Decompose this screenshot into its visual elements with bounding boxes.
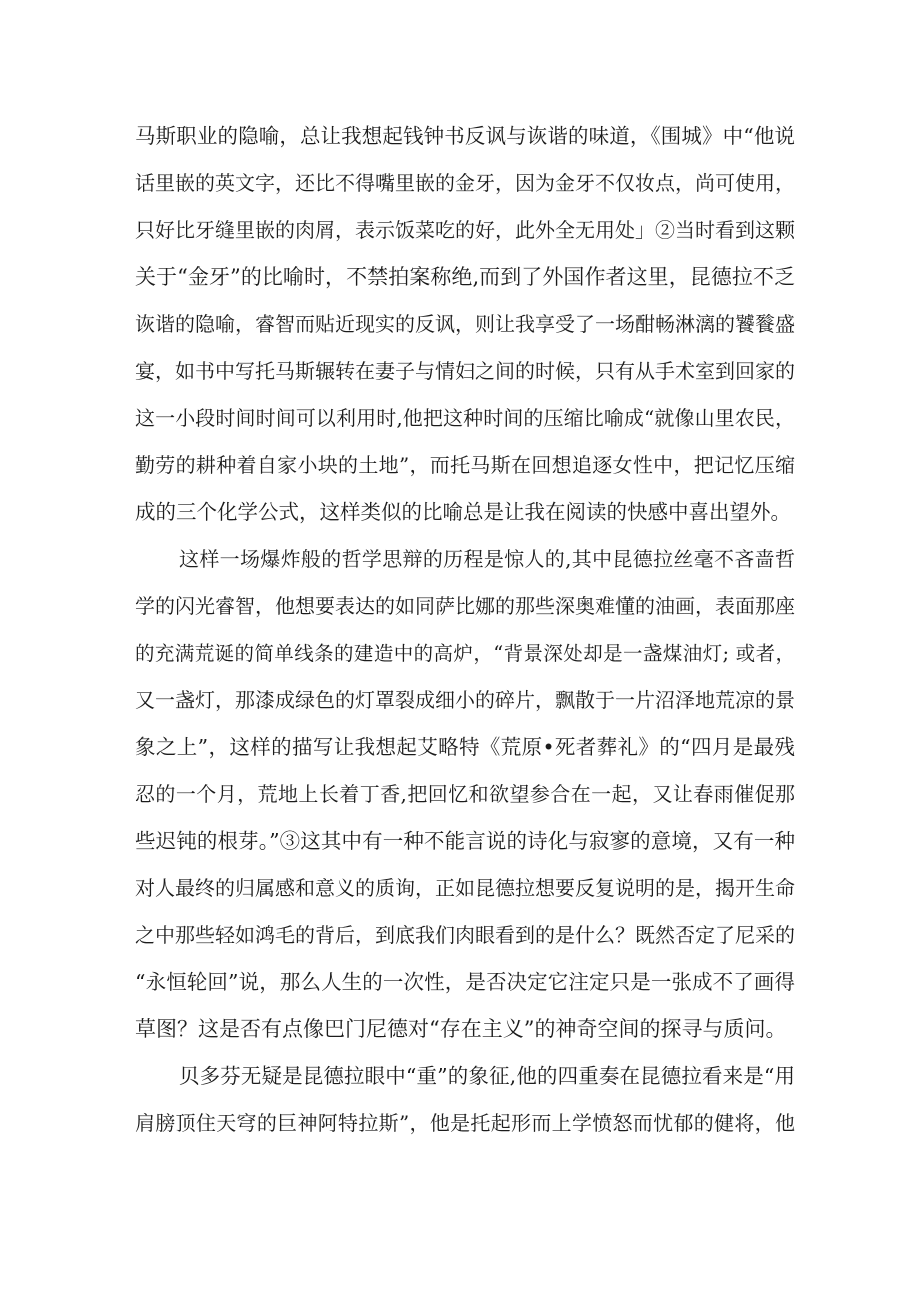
text-line: “永恒轮回”说，那么人生的一次性，是否决定它注定只是一张成不了画得	[135, 970, 795, 994]
text-line: 学的闪光睿智，他想要表达的如同萨比娜的那些深奥难懂的油画，表面那座	[135, 594, 795, 618]
text-line: 马斯职业的隐喻，总让我想起钱钟书反讽与诙谐的味道，《围城》中“他说	[135, 124, 795, 148]
text-line: 贝多芬无疑是昆德拉眼中“重”的象征,他的四重奏在昆德拉看来是“用	[179, 1064, 795, 1088]
text-line: 象之上”，这样的描写让我想起艾略特《荒原•死者葬礼》的“四月是最残	[135, 735, 795, 759]
text-line: 话里嵌的英文字，还比不得嘴里嵌的金牙，因为金牙不仅妆点，尚可使用，	[135, 171, 795, 195]
paragraph-1	[135, 113, 795, 536]
text-line: 又一盏灯，那漆成绿色的灯罩裂成细小的碎片，飘散于一片沼泽地荒凉的景	[135, 688, 795, 712]
text-line: 诙谐的隐喻，睿智而贴近现实的反讽，则让我享受了一场酣畅淋漓的饕餮盛	[135, 312, 795, 336]
text-line: 肩膀顶住天穹的巨神阿特拉斯”，他是托起形而上学愤怒而忧郁的健将，他	[135, 1111, 795, 1135]
text-line: 对人最终的归属感和意义的质询，正如昆德拉想要反复说明的是，揭开生命	[135, 876, 795, 900]
text-line: 只好比牙缝里嵌的肉屑，表示饭菜吃的好，此外全无用处」②当时看到这颗	[135, 218, 795, 242]
text-line: 这一小段时间时间可以利用时,他把这种时间的压缩比喻成“就像山里农民，	[135, 406, 795, 430]
text-line: 忍的一个月，荒地上长着丁香,把回忆和欲望参合在一起，又让春雨催促那	[135, 782, 795, 806]
paragraph-2	[135, 536, 795, 1053]
text-line: 这样一场爆炸般的哲学思辩的历程是惊人的,其中昆德拉丝毫不吝啬哲	[179, 547, 795, 571]
text-line: 草图？这是否有点像巴门尼德对“存在主义”的神奇空间的探寻与质问。	[135, 1017, 787, 1041]
text-line: 的充满荒诞的简单线条的建造中的高炉，“背景深处却是一盏煤油灯; 或者，	[135, 642, 795, 665]
text-line: 关于“金牙”的比喻时，不禁拍案称绝,而到了外国作者这里，昆德拉不乏	[135, 265, 795, 289]
text-line: 之中那些轻如鸿毛的背后，到底我们肉眼看到的是什么？既然否定了尼采的	[135, 923, 795, 947]
text-line: 宴，如书中写托马斯辗转在妻子与情妇之间的时候，只有从手术室到回家的	[135, 359, 795, 383]
text-line: 些迟钝的根芽。”③这其中有一种不能言说的诗化与寂寥的意境，又有一种	[135, 829, 795, 853]
body-text	[135, 113, 795, 1147]
text-line: 成的三个化学公式，这样类似的比喻总是让我在阅读的快感中喜出望外。	[135, 500, 791, 524]
paragraph-3	[135, 1053, 795, 1147]
text-line: 勤劳的耕种着自家小块的土地”，而托马斯在回想追逐女性中，把记忆压缩	[135, 453, 795, 477]
